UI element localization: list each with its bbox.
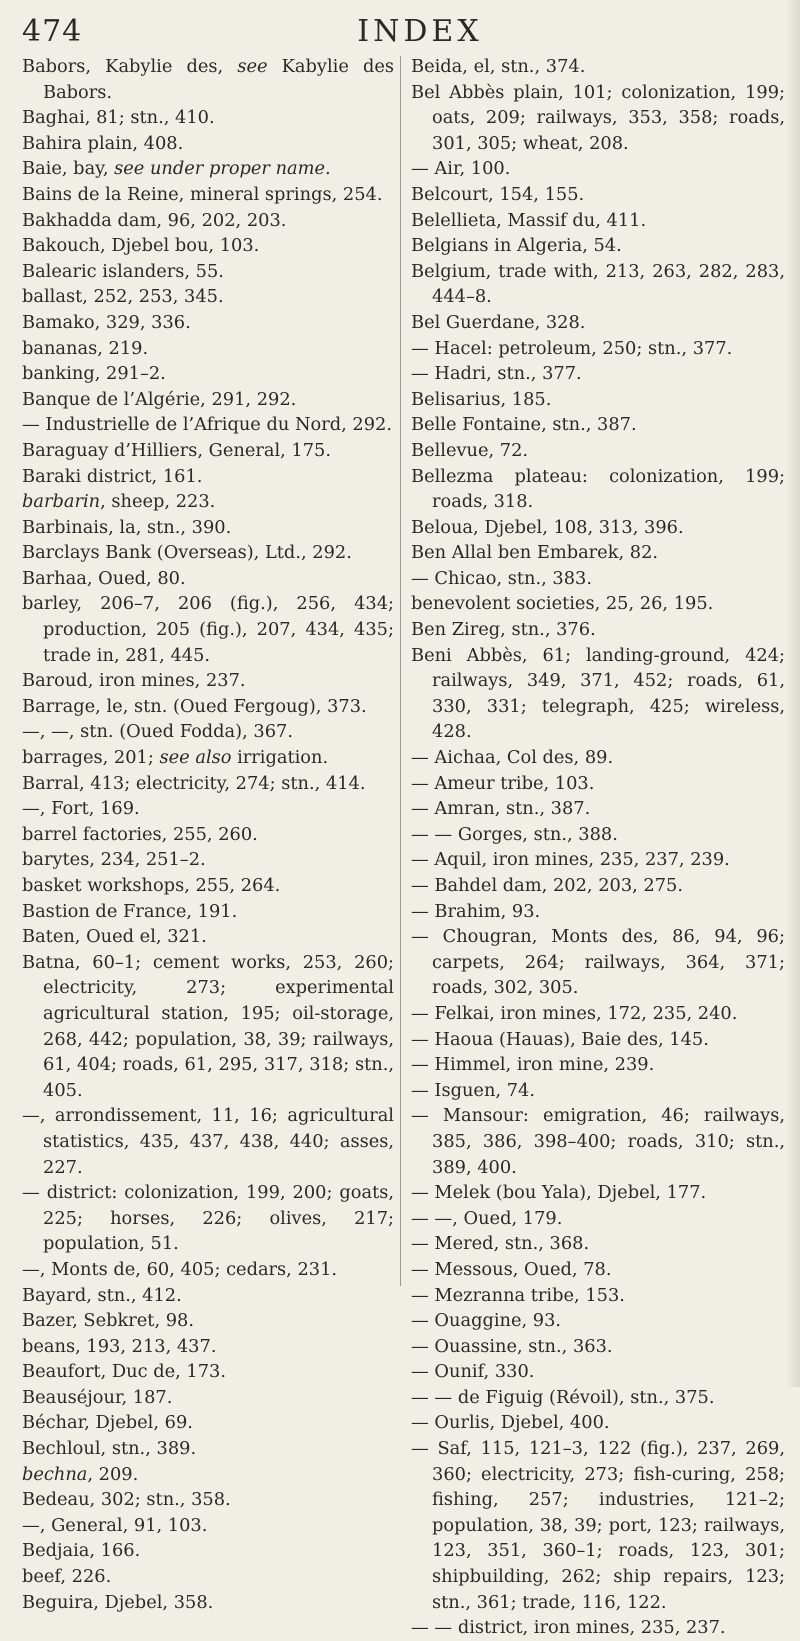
- index-entry: Baten, Oued el, 321.: [22, 926, 207, 948]
- index-entry: — Melek (bou Yala), Djebel, 177.: [411, 1182, 707, 1204]
- index-entry: Batna, 60–1; cement works, 253, 260; electricity, 273; experimental agricultural station, 195; oil-storage, 268, 442; population, 38, 39; railways, 61, 404; roads, 61, 295, 317, 318; stn., 405.: [22, 951, 394, 1101]
- index-entry: Beguira, Djebel, 358.: [22, 1591, 214, 1613]
- index-entry: Beaufort, Duc de, 173.: [22, 1361, 226, 1383]
- index-entry: Barbinais, la, stn., 390.: [22, 516, 232, 538]
- index-entry: — Isguen, 74.: [411, 1079, 535, 1101]
- index-entry: —, Fort, 169.: [22, 798, 140, 820]
- index-entry: Belgians in Algeria, 54.: [411, 235, 622, 257]
- index-entry: Bechloul, stn., 389.: [22, 1438, 197, 1460]
- index-entry: Babors, Kabylie des, see Kabylie des Babors.: [22, 56, 395, 103]
- index-entry: bechna, 209.: [22, 1463, 139, 1485]
- index-entry: — Ouassine, stn., 363.: [411, 1335, 613, 1357]
- index-entry: Bains de la Reine, mineral springs, 254.: [22, 183, 383, 205]
- index-entry: Baie, bay, see under proper name.: [22, 158, 331, 180]
- running-head: INDEX: [357, 14, 483, 49]
- index-entry: — Ameur tribe, 103.: [411, 772, 595, 794]
- index-entry: Bellezma plateau: colonization, 199; roads, 318.: [411, 465, 785, 513]
- index-entry: Beloua, Djebel, 108, 313, 396.: [411, 516, 684, 538]
- index-entry: bananas, 219.: [22, 337, 149, 359]
- index-entry: — Messous, Oued, 78.: [411, 1258, 612, 1280]
- index-entry: Bayard, stn., 412.: [22, 1284, 182, 1306]
- index-entry: —, —, stn. (Oued Fodda), 367.: [22, 721, 293, 743]
- index-entry: — Industrielle de l’Afrique du Nord, 292.: [22, 414, 393, 436]
- index-entry: Bakhadda dam, 96, 202, 203.: [22, 209, 287, 231]
- index-entry: Ben Zireg, stn., 376.: [411, 619, 596, 641]
- index-entry: — — district, iron mines, 235, 237.: [411, 1617, 726, 1639]
- index-entry: — Chougran, Monts des, 86, 94, 96; carpets, 264; railways, 364, 371; roads, 302, 305.: [411, 926, 785, 999]
- index-entry: — —, Oued, 179.: [411, 1207, 563, 1229]
- index-entry: Belcourt, 154, 155.: [411, 183, 585, 205]
- left-index-column: [22, 54, 394, 1615]
- index-entry: — Ounif, 330.: [411, 1361, 535, 1383]
- index-entry: — Aquil, iron mines, 235, 237, 239.: [411, 849, 730, 871]
- index-entry: Bakouch, Djebel bou, 103.: [22, 235, 260, 257]
- index-entry: Béchar, Djebel, 69.: [22, 1412, 193, 1434]
- index-entry: Barral, 413; electricity, 274; stn., 414.: [22, 772, 366, 794]
- index-entry: Belisarius, 185.: [411, 388, 552, 410]
- index-entry: —, General, 91, 103.: [22, 1514, 208, 1536]
- index-entry: — Haoua (Hauas), Baie des, 145.: [411, 1028, 709, 1050]
- index-entry: Bedeau, 302; stn., 358.: [22, 1489, 231, 1511]
- column-divider: [400, 56, 401, 1286]
- index-entry: — Air, 100.: [411, 158, 511, 180]
- index-entry: Ben Allal ben Embarek, 82.: [411, 542, 659, 564]
- index-entry: — — Gorges, stn., 388.: [411, 823, 618, 845]
- index-entry: —, Monts de, 60, 405; cedars, 231.: [22, 1258, 338, 1280]
- index-entry: barrages, 201; see also irrigation.: [22, 747, 329, 769]
- index-entry: — Aichaa, Col des, 89.: [411, 747, 614, 769]
- index-entry: Bastion de France, 191.: [22, 900, 238, 922]
- index-entry: Belellieta, Massif du, 411.: [411, 209, 647, 231]
- index-entry: Belle Fontaine, stn., 387.: [411, 414, 637, 436]
- index-entry: barrel factories, 255, 260.: [22, 823, 258, 845]
- index-entry: beef, 226.: [22, 1566, 112, 1588]
- index-entry: basket workshops, 255, 264.: [22, 875, 281, 896]
- index-entry: — Amran, stn., 387.: [411, 798, 591, 820]
- index-entry: Bel Guerdane, 328.: [411, 311, 586, 333]
- page-number: 474: [22, 14, 83, 49]
- index-entry: — — de Figuig (Révoil), stn., 375.: [411, 1386, 715, 1408]
- index-entry: — Chicao, stn., 383.: [411, 567, 593, 589]
- page-edge-shadow: [786, 0, 800, 1387]
- index-entry: — Saf, 115, 121–3, 122 (fig.), 237, 269, 360; electricity, 273; fish-curing, 258; fishing, 257; industries, 121–2; population, 38, 39; port, 123; railways, 123, 351, 360–1; roads, 123, 301; shipbuilding, 262; ship repairs, 123; stn., 361; trade, 116, 122.: [411, 1438, 785, 1613]
- index-entry: Baghai, 81; stn., 410.: [22, 107, 215, 129]
- index-entry: Banque de l’Algérie, 291, 292.: [22, 388, 297, 410]
- index-entry: Beida, el, stn., 374.: [411, 56, 586, 77]
- index-entry: —, arrondissement, 11, 16; agricultural statistics, 435, 437, 438, 440; asses, 227.: [22, 1105, 394, 1178]
- index-entry: — Himmel, iron mine, 239.: [411, 1054, 655, 1076]
- index-entry: Bel Abbès plain, 101; colonization, 199; oats, 209; railways, 353, 358; roads, 301, 305; wheat, 208.: [411, 81, 785, 154]
- index-entry: beans, 193, 213, 437.: [22, 1335, 217, 1357]
- index-entry: Balearic islanders, 55.: [22, 260, 224, 282]
- index-entry: — district: colonization, 199, 200; goats, 225; horses, 226; olives, 217; population, 51.: [22, 1182, 394, 1255]
- index-entry: — Mezranna tribe, 153.: [411, 1284, 625, 1306]
- index-entry: Baroud, iron mines, 237.: [22, 670, 246, 692]
- index-entry: Baraki district, 161.: [22, 465, 203, 487]
- index-entry: Bedjaia, 166.: [22, 1540, 141, 1562]
- index-entry: — Ouaggine, 93.: [411, 1310, 562, 1332]
- index-entry: Belgium, trade with, 213, 263, 282, 283, 444–8.: [411, 260, 785, 308]
- index-entry: banking, 291–2.: [22, 363, 166, 385]
- index-entry: barley, 206–7, 206 (fig.), 256, 434; production, 205 (fig.), 207, 434, 435; trade in, 281, 445.: [22, 593, 394, 666]
- index-entry: — Hacel: petroleum, 250; stn., 377.: [411, 337, 733, 359]
- index-entry: Bellevue, 72.: [411, 439, 529, 461]
- index-entry: — Hadri, stn., 377.: [411, 363, 582, 385]
- index-entry: — Brahim, 93.: [411, 900, 541, 922]
- index-entry: — Bahdel dam, 202, 203, 275.: [411, 875, 684, 896]
- index-entry: — Ourlis, Djebel, 400.: [411, 1412, 610, 1434]
- index-entry: Barclays Bank (Overseas), Ltd., 292.: [22, 542, 352, 564]
- index-entry: — Felkai, iron mines, 172, 235, 240.: [411, 1002, 738, 1024]
- index-entry: barbarin, sheep, 223.: [22, 491, 216, 513]
- index-entry: Beni Abbès, 61; landing-ground, 424; railways, 349, 371, 452; roads, 61, 330, 331; telegraph, 425; wireless, 428.: [411, 644, 785, 743]
- index-entry: Barhaa, Oued, 80.: [22, 567, 186, 589]
- index-entry: Baraguay d’Hilliers, General, 175.: [22, 439, 332, 461]
- index-entry: — Mered, stn., 368.: [411, 1233, 590, 1255]
- index-entry: Barrage, le, stn. (Oued Fergoug), 373.: [22, 695, 367, 717]
- index-entry: Beauséjour, 187.: [22, 1386, 173, 1408]
- index-entry: — Mansour: emigration, 46; railways, 385, 386, 398–400; roads, 310; stn., 389, 400.: [411, 1105, 785, 1178]
- index-entry: Bamako, 329, 336.: [22, 311, 191, 333]
- index-entry: benevolent societies, 25, 26, 195.: [411, 593, 714, 615]
- index-entry: barytes, 234, 251–2.: [22, 849, 206, 871]
- index-entry: Bazer, Sebkret, 98.: [22, 1310, 195, 1332]
- right-index-column: [411, 54, 785, 1641]
- index-entry: ballast, 252, 253, 345.: [22, 286, 224, 308]
- index-entry: Bahira plain, 408.: [22, 132, 184, 154]
